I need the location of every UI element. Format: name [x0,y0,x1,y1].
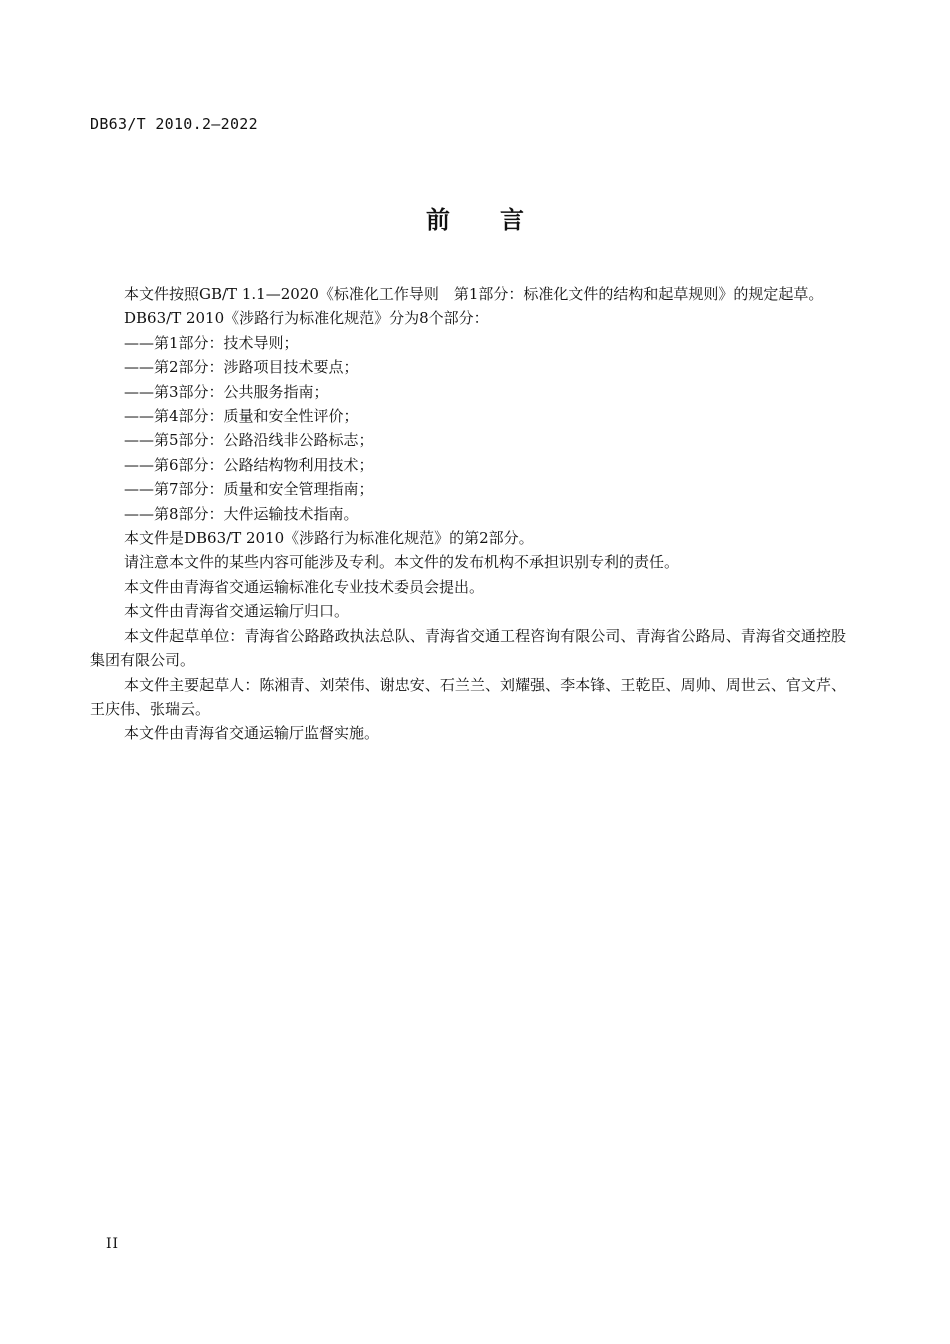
paragraph-parts-intro: DB63/T 2010《涉路行为标准化规范》分为8个部分： [124,309,489,328]
foreword-body [90,282,846,746]
list-item-part-6: ——第6部分：公路结构物利用技术； [124,455,374,474]
paragraph-patent-notice: 请注意本文件的某些内容可能涉及专利。本文件的发布机构不承担识别专利的责任。 [124,553,680,572]
page-title: 前言 [426,206,574,234]
list-item-part-4: ——第4部分：质量和安全性评价； [124,407,359,426]
list-item-part-1: ——第1部分：技术导则； [124,333,299,352]
paragraph-drafting-basis: 本文件按照GB/T 1.1—2020《标准化工作导则 第1部分：标准化文件的结构和起草规则》的规定起草。 [124,285,824,303]
list-item-part-2: ——第2部分：涉路项目技术要点； [124,358,359,377]
paragraph-proposer: 本文件由青海省交通运输标准化专业技术委员会提出。 [124,577,485,596]
list-item-part-8: ——第8部分：大件运输技术指南。 [124,504,359,523]
list-item-part-3: ——第3部分：公共服务指南； [124,382,329,401]
paragraph-drafting-units: 本文件起草单位：青海省公路路政执法总队、青海省交通工程咨询有限公司、青海省公路局、青海省交通控股集团有限公司。 [90,626,846,670]
document-code: DB63/T 2010.2—2022 [90,115,258,133]
list-item-part-5: ——第5部分：公路沿线非公路标志； [124,431,374,450]
paragraph-this-part: 本文件是DB63/T 2010《涉路行为标准化规范》的第2部分。 [124,529,534,548]
paragraph-centralized: 本文件由青海省交通运输厅归口。 [124,602,350,621]
paragraph-drafters: 本文件主要起草人：陈湘青、刘荣伟、谢忠安、石兰兰、刘耀强、李本锋、王乾臣、周帅、周世云、官文芹、王庆伟、张瑞云。 [90,675,846,718]
paragraph-supervision: 本文件由青海省交通运输厅监督实施。 [124,724,380,743]
list-item-part-7: ——第7部分：质量和安全管理指南； [124,480,374,499]
page-number: II [106,1236,120,1252]
